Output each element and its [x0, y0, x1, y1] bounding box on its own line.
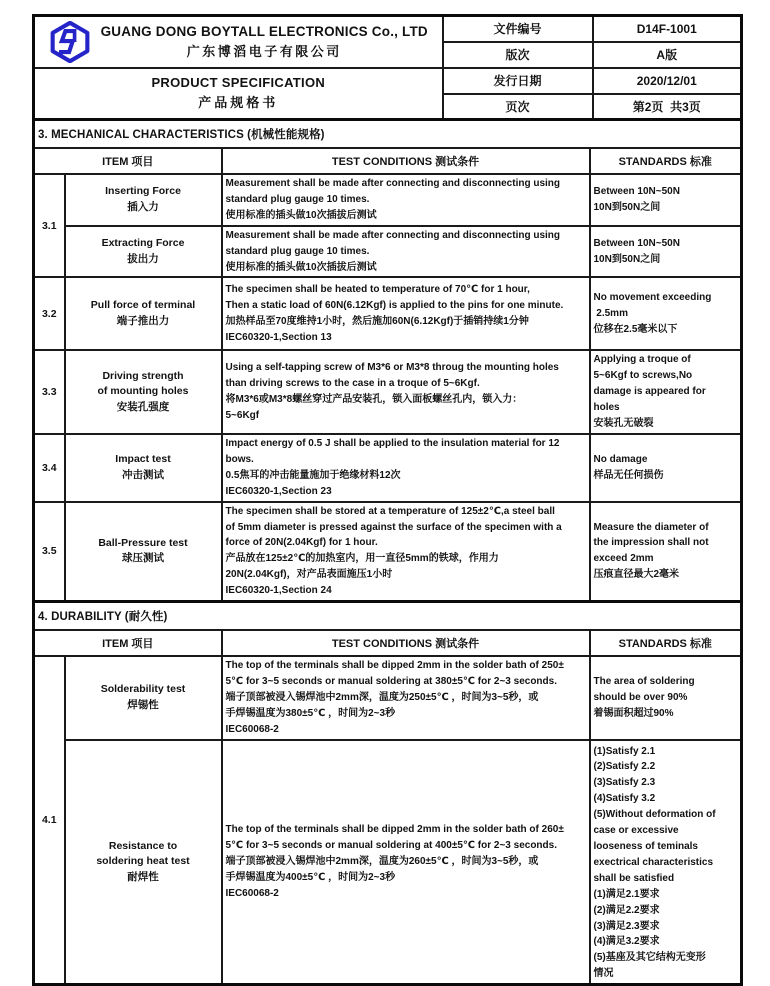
text-line: 将M3*6或M3*8螺丝穿过产品安装孔，锁入面板螺丝孔内，锁入力： — [225, 394, 523, 406]
text-line: case or excessive — [593, 825, 679, 837]
text-line: (1)满足2.1要求 — [593, 888, 660, 900]
text-line: Measure the diameter of — [593, 521, 709, 533]
test-conditions — [222, 502, 590, 602]
text-line: exceed 2mm — [593, 553, 654, 565]
text-line: shall be satisfied — [593, 872, 675, 884]
text-line: IEC60068-2 — [225, 887, 279, 899]
text-line: Impact test — [115, 453, 171, 466]
text-line: No movement exceeding — [593, 292, 712, 304]
section-title-row — [34, 120, 742, 149]
text-line: 产品放在125±2℃的加热室内，用一直径5mm的铁球，作用力 — [225, 553, 499, 565]
spec-sections — [32, 118, 770, 986]
text-line: 拔出力 — [127, 252, 159, 265]
text-line: 手焊锡温度为380±5℃ ，时间为2~3秒 — [225, 707, 396, 719]
item-number: 3.4 — [34, 434, 65, 502]
text-line: 5℃ for 3~5 seconds or manual soldering at 400±5℃ for 2~3 seconds. — [225, 840, 557, 851]
text-line: 端子推出力 — [116, 314, 170, 327]
test-conditions — [222, 434, 590, 502]
standards — [590, 350, 742, 434]
item-number: 4.1 — [34, 656, 65, 985]
column-header-standards: STANDARDS 标准 — [590, 630, 742, 656]
standards — [590, 174, 742, 226]
text-line: Measurement shall be made after connecting and disconnecting using — [225, 229, 561, 241]
text-line: Then a static load of 60N(6.12Kgf) is applied to the pins for one minute. — [225, 300, 564, 312]
item-name — [65, 434, 222, 502]
table-row — [34, 740, 742, 985]
section-title: 3. MECHANICAL CHARACTERISTICS (机械性能规格) — [34, 120, 742, 149]
standards — [590, 226, 742, 278]
company-name-en: GUANG DONG BOYTALL ELECTRONICS Co., LTD — [100, 23, 428, 39]
text-line: bows. — [225, 453, 254, 465]
text-line: holes — [593, 402, 620, 414]
text-line: Extracting Force — [101, 237, 185, 250]
text-line: 压痕直径最大2毫米 — [593, 569, 680, 581]
item-name — [65, 656, 222, 740]
item-name — [65, 350, 222, 434]
item-number: 3.5 — [34, 502, 65, 602]
text-line: (2)满足2.2要求 — [593, 904, 660, 916]
column-header-conditions: TEST CONDITIONS 测试条件 — [222, 630, 590, 656]
text-line: Inserting Force — [105, 185, 181, 198]
text-line: IEC60320-1,Section 13 — [225, 331, 332, 343]
text-line: Applying a troque of — [593, 354, 691, 366]
text-line: Impact energy of 0.5 J shall be applied to the insulation material for 12 — [225, 437, 560, 449]
text-line: 使用标准的插头做10次插拔后测试 — [225, 261, 377, 273]
text-line: The area of soldering — [593, 675, 695, 687]
text-line: 0.5焦耳的冲击能量施加于绝缘材料12次 — [225, 469, 401, 481]
text-line: 耐焊性 — [127, 870, 159, 883]
table-row — [34, 174, 742, 226]
column-header-standards: STANDARDS 标准 — [590, 148, 742, 174]
text-line: 着锡面积超过90% — [593, 707, 674, 719]
standards — [590, 434, 742, 502]
column-header-item: ITEM 项目 — [34, 148, 222, 174]
item-name — [65, 502, 222, 602]
text-line: The specimen shall be stored at a temperature of 125±2℃,a steel ball — [225, 505, 555, 517]
item-name — [65, 740, 222, 985]
text-line: than driving screws to the case in a troque of 5~6Kgf. — [225, 378, 480, 390]
text-line: of 5mm diameter is pressed against the surface of the specimen with a — [225, 521, 562, 533]
item-name — [65, 277, 222, 350]
test-conditions — [222, 277, 590, 350]
table-row — [34, 226, 742, 278]
text-line: 2.5mm — [593, 307, 628, 319]
text-line: No damage — [593, 453, 648, 465]
spec-section-table — [32, 600, 743, 986]
text-line: 5~6Kgf — [225, 410, 260, 422]
standards — [590, 740, 742, 985]
text-line: (5)基座及其它结构无变形 — [593, 952, 706, 964]
spec-section-table — [32, 118, 743, 603]
column-header-row — [34, 148, 742, 174]
text-line: The top of the terminals shall be dipped 2mm in the solder bath of 250± — [225, 660, 564, 672]
text-line: The specimen shall be heated to temperature of 70℃ for 1 hour, — [225, 284, 530, 296]
text-line: 加热样品至70度维持1小时，然后施加60N(6.12Kgf)于插销持续1分钟 — [225, 315, 529, 327]
document-header-table — [32, 14, 743, 121]
text-line: 10N到50N之间 — [593, 253, 661, 265]
test-conditions — [222, 656, 590, 740]
doc-number-label: 文件编号 — [443, 16, 593, 42]
text-line: 安装孔强度 — [116, 400, 170, 413]
section-title: 4. DURABILITY (耐久性) — [34, 602, 742, 631]
test-conditions — [222, 226, 590, 278]
text-line: (3)满足2.3要求 — [593, 920, 660, 932]
text-line: (2)Satisfy 2.2 — [593, 761, 656, 773]
text-line: 手焊锡温度为400±5℃ ，时间为2~3秒 — [225, 871, 396, 883]
text-line: Measurement shall be made after connecting and disconnecting using — [225, 178, 561, 189]
item-number: 3.2 — [34, 277, 65, 350]
text-line: (4)满足3.2要求 — [593, 936, 660, 948]
text-line: 20N(2.04Kgf)，对产品表面施压1小时 — [225, 569, 393, 581]
item-name — [65, 174, 222, 226]
text-line: 冲击测试 — [122, 468, 164, 481]
standards — [590, 656, 742, 740]
column-header-item: ITEM 项目 — [34, 630, 222, 656]
text-line: the impression shall not — [593, 537, 709, 549]
text-line: should be over 90% — [593, 691, 688, 703]
text-line: 端子顶部被浸入锡焊池中2mm深，温度为260±5℃ ，时间为3~5秒，或 — [225, 855, 539, 867]
text-line: 5~6Kgf to screws,No — [593, 370, 693, 382]
page-number-label: 页次 — [443, 94, 593, 120]
text-line: 样品无任何损伤 — [593, 469, 664, 481]
text-line: 球压测试 — [122, 552, 164, 565]
text-line: of mounting holes — [97, 385, 189, 398]
table-row — [34, 350, 742, 434]
text-line: Using a self-tapping screw of M3*6 or M3*8 throug the mounting holes — [225, 362, 559, 374]
product-title-en: PRODUCT SPECIFICATION — [151, 75, 326, 91]
text-line: looseness of teminals — [593, 841, 698, 852]
company-name-cn: 广东博滔电子有限公司 — [186, 43, 342, 59]
test-conditions — [222, 350, 590, 434]
text-line: standard plug gauge 10 times. — [225, 193, 370, 205]
table-row — [34, 434, 742, 502]
revision-value: A版 — [593, 42, 742, 68]
text-line: (5)Without deformation of — [593, 809, 716, 821]
standards — [590, 277, 742, 350]
text-line: Solderability test — [100, 683, 186, 696]
text-line: (1)Satisfy 2.1 — [593, 745, 656, 757]
text-line: 插入力 — [127, 200, 159, 213]
column-header-row — [34, 630, 742, 656]
section-title-row — [34, 602, 742, 631]
text-line: Ball-Pressure test — [98, 536, 188, 549]
item-number: 3.3 — [34, 350, 65, 434]
product-title-cell — [34, 68, 443, 120]
text-line: Between 10N~50N — [593, 185, 680, 197]
text-line: 使用标准的插头做10次插拔后测试 — [225, 209, 377, 221]
company-logo-hexagon-icon — [46, 21, 94, 63]
text-line: force of 20N(2.04Kgf) for 1 hour. — [225, 537, 378, 549]
item-number: 3.1 — [34, 174, 65, 277]
doc-number-value: D14F-1001 — [593, 16, 742, 42]
standards — [590, 502, 742, 602]
item-name — [65, 226, 222, 278]
text-line: (4)Satisfy 3.2 — [593, 793, 656, 805]
company-header-cell — [34, 16, 443, 68]
table-row — [34, 277, 742, 350]
text-line: (3)Satisfy 2.3 — [593, 777, 656, 789]
text-line: IEC60320-1,Section 23 — [225, 485, 332, 497]
text-line: 5℃ for 3~5 seconds or manual soldering at 380±5℃ for 2~3 seconds. — [225, 675, 557, 687]
text-line: soldering heat test — [96, 855, 190, 868]
issue-date-value: 2020/12/01 — [593, 68, 742, 94]
text-line: Between 10N~50N — [593, 237, 680, 249]
text-line: 端子顶部被浸入锡焊池中2mm深，温度为250±5℃ ，时间为3~5秒，或 — [225, 691, 539, 703]
text-line: 10N到50N之间 — [593, 201, 661, 213]
table-row — [34, 656, 742, 740]
revision-label: 版次 — [443, 42, 593, 68]
text-line: exectrical characteristics — [593, 856, 714, 868]
text-line: Resistance to — [108, 839, 178, 852]
product-title-cn: 产品规格书 — [198, 95, 279, 111]
text-line: 情况 — [593, 968, 614, 980]
issue-date-label: 发行日期 — [443, 68, 593, 94]
text-line: 安装孔无破裂 — [593, 418, 654, 430]
text-line: Driving strength — [102, 369, 184, 382]
column-header-conditions: TEST CONDITIONS 测试条件 — [222, 148, 590, 174]
table-row — [34, 502, 742, 602]
page-number-value: 第2页 共3页 — [593, 94, 742, 120]
company-name-block — [94, 24, 435, 60]
test-conditions — [222, 740, 590, 985]
test-conditions — [222, 174, 590, 226]
text-line: IEC60320-1,Section 24 — [225, 585, 332, 597]
text-line: IEC60068-2 — [225, 723, 279, 735]
text-line: damage is appeared for — [593, 386, 706, 398]
text-line: Pull force of terminal — [90, 299, 196, 312]
text-line: 焊锡性 — [127, 698, 159, 711]
text-line: 位移在2.5毫米以下 — [593, 323, 678, 335]
text-line: The top of the terminals shall be dipped 2mm in the solder bath of 260± — [225, 824, 564, 836]
text-line: standard plug gauge 10 times. — [225, 245, 370, 257]
